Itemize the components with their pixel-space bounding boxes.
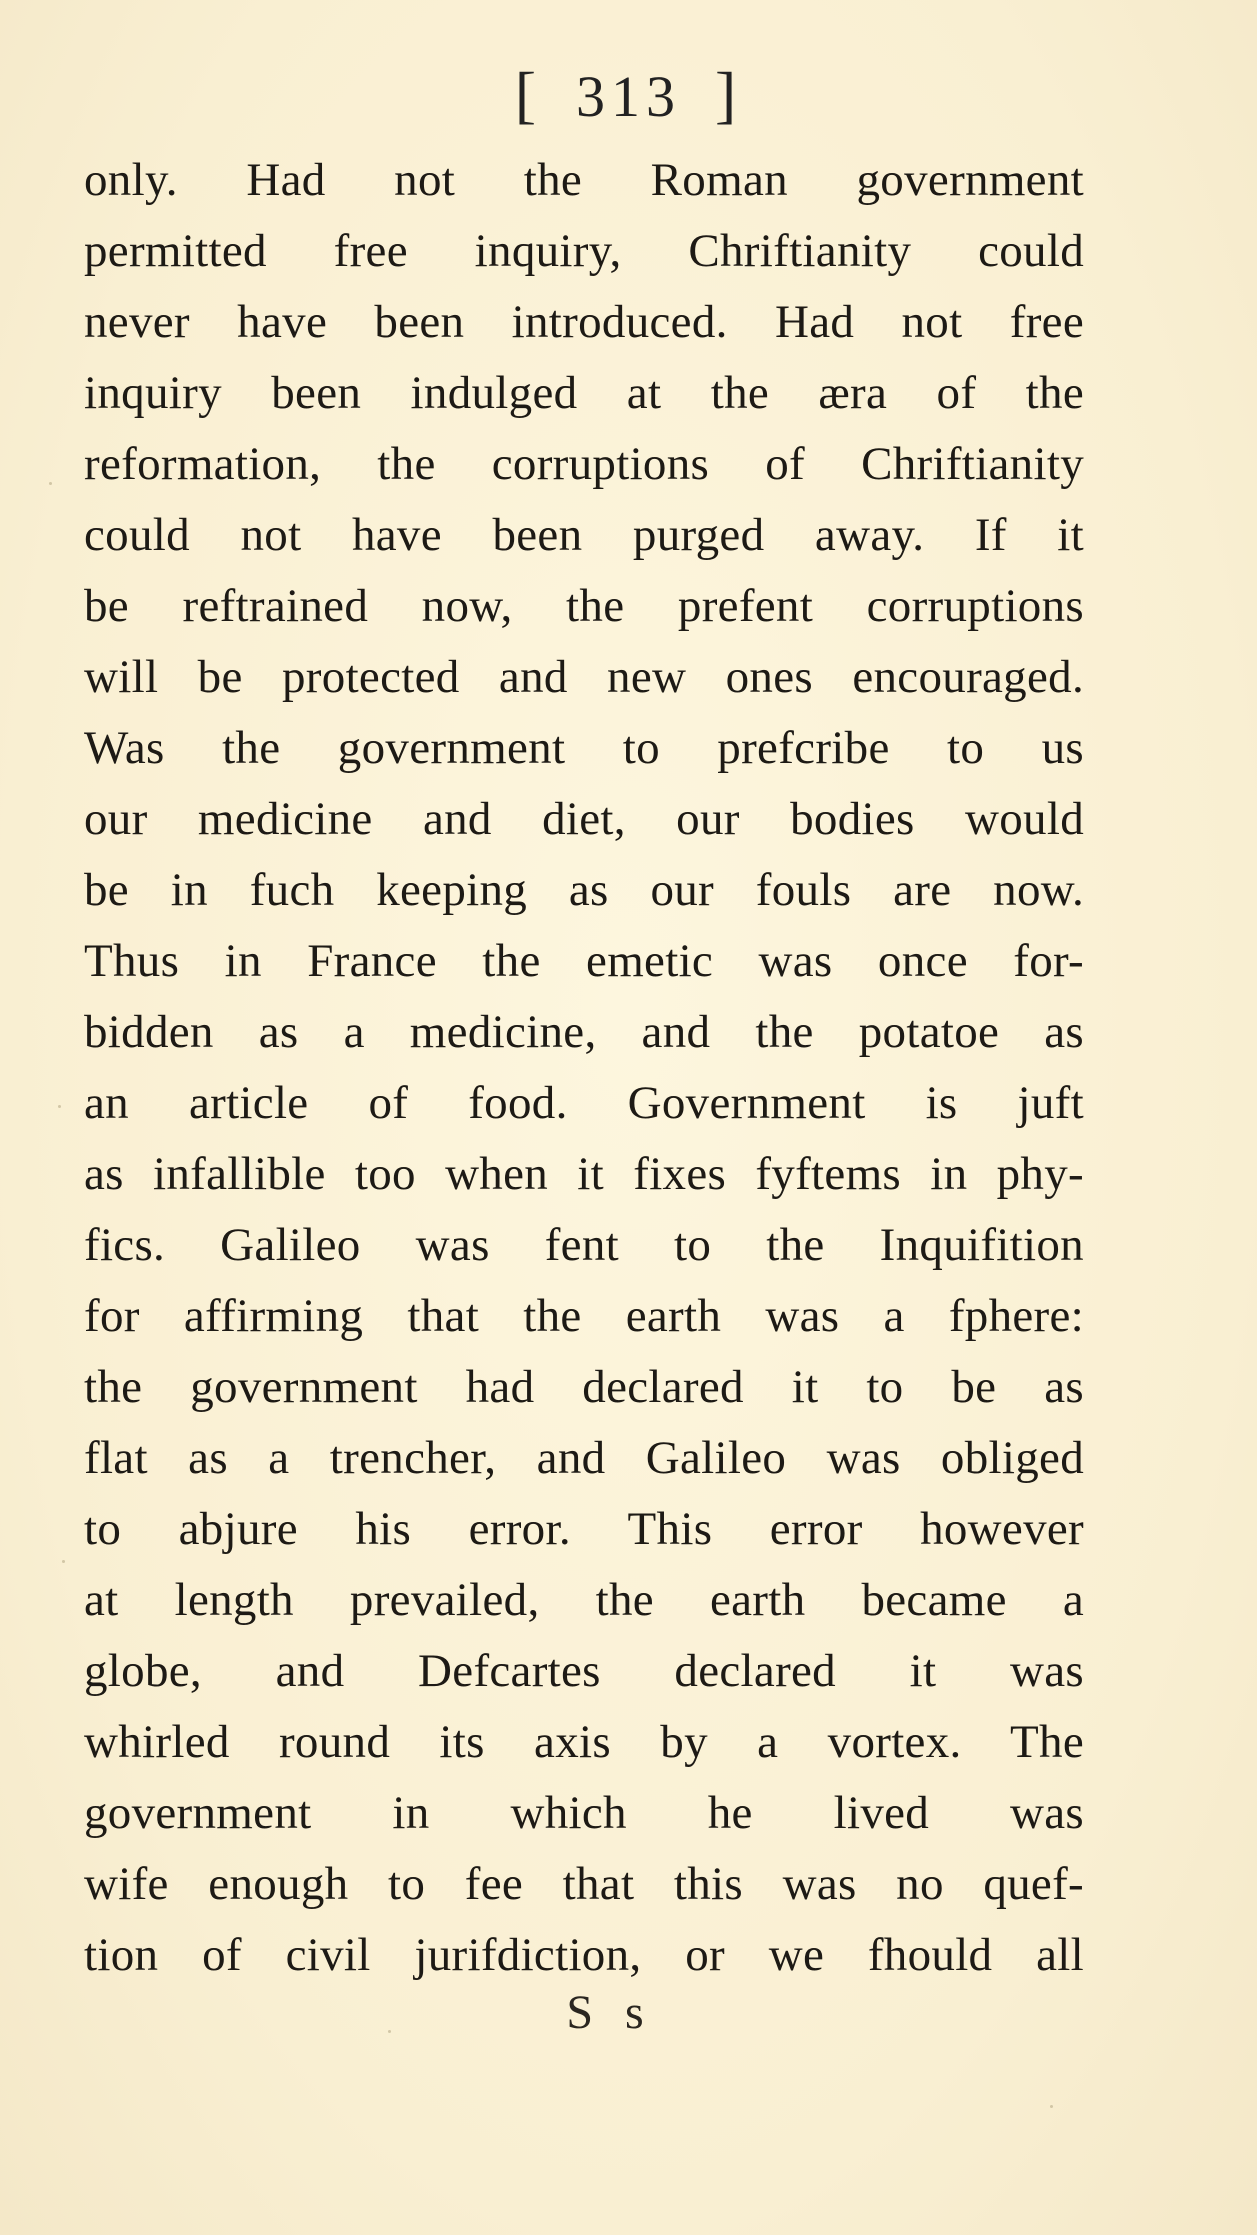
text-line: tion of civil jurifdiction, or we fhould all (84, 1929, 1084, 1981)
text-line: as infallible too when it fixes fyftems in phy- (84, 1148, 1084, 1200)
signature-mark: S s (566, 1986, 654, 2039)
text-line: flat as a trencher, and Galileo was obliged (84, 1432, 1084, 1484)
text-line: whirled round its axis by a vortex. The (84, 1716, 1084, 1768)
header-bracket-close: ] (715, 59, 743, 130)
text-line: at length prevailed, the earth became a (84, 1574, 1084, 1626)
text-line: fics. Galileo was fent to the Inquifition (84, 1219, 1084, 1271)
text-line: inquiry been indulged at the æra of the (84, 367, 1084, 419)
text-line: our medicine and diet, our bodies would (84, 793, 1084, 845)
page-number: 313 (576, 64, 681, 129)
text-line: will be protected and new ones encouraged. (84, 651, 1084, 703)
text-line: never have been introduced. Had not free (84, 296, 1084, 348)
text-line: permitted free inquiry, Chriftianity could (84, 225, 1084, 277)
text-line: to abjure his error. This error however (84, 1503, 1084, 1555)
text-line: for affirming that the earth was a fphere: (84, 1290, 1084, 1342)
text-line: government in which he lived was (84, 1787, 1084, 1839)
text-line: the government had declared it to be as (84, 1361, 1084, 1413)
text-line: reformation, the corruptions of Chriftianity (84, 438, 1084, 490)
text-line: be reftrained now, the prefent corruptions (84, 580, 1084, 632)
text-line: globe, and Defcartes declared it was (84, 1645, 1084, 1697)
text-line: an article of food. Government is juft (84, 1077, 1084, 1129)
text-line: only. Had not the Roman government (84, 154, 1084, 206)
text-line: be in fuch keeping as our fouls are now. (84, 864, 1084, 916)
text-line: wife enough to fee that this was no quef- (84, 1858, 1084, 1910)
header-bracket-open: [ (514, 59, 542, 130)
text-line: bidden as a medicine, and the potatoe as (84, 1006, 1084, 1058)
text-line: could not have been purged away. If it (84, 509, 1084, 561)
text-line: Was the government to prefcribe to us (84, 722, 1084, 774)
page-header (0, 58, 1257, 132)
text-line: Thus in France the emetic was once for- (84, 935, 1084, 987)
body-text (84, 145, 1084, 1991)
